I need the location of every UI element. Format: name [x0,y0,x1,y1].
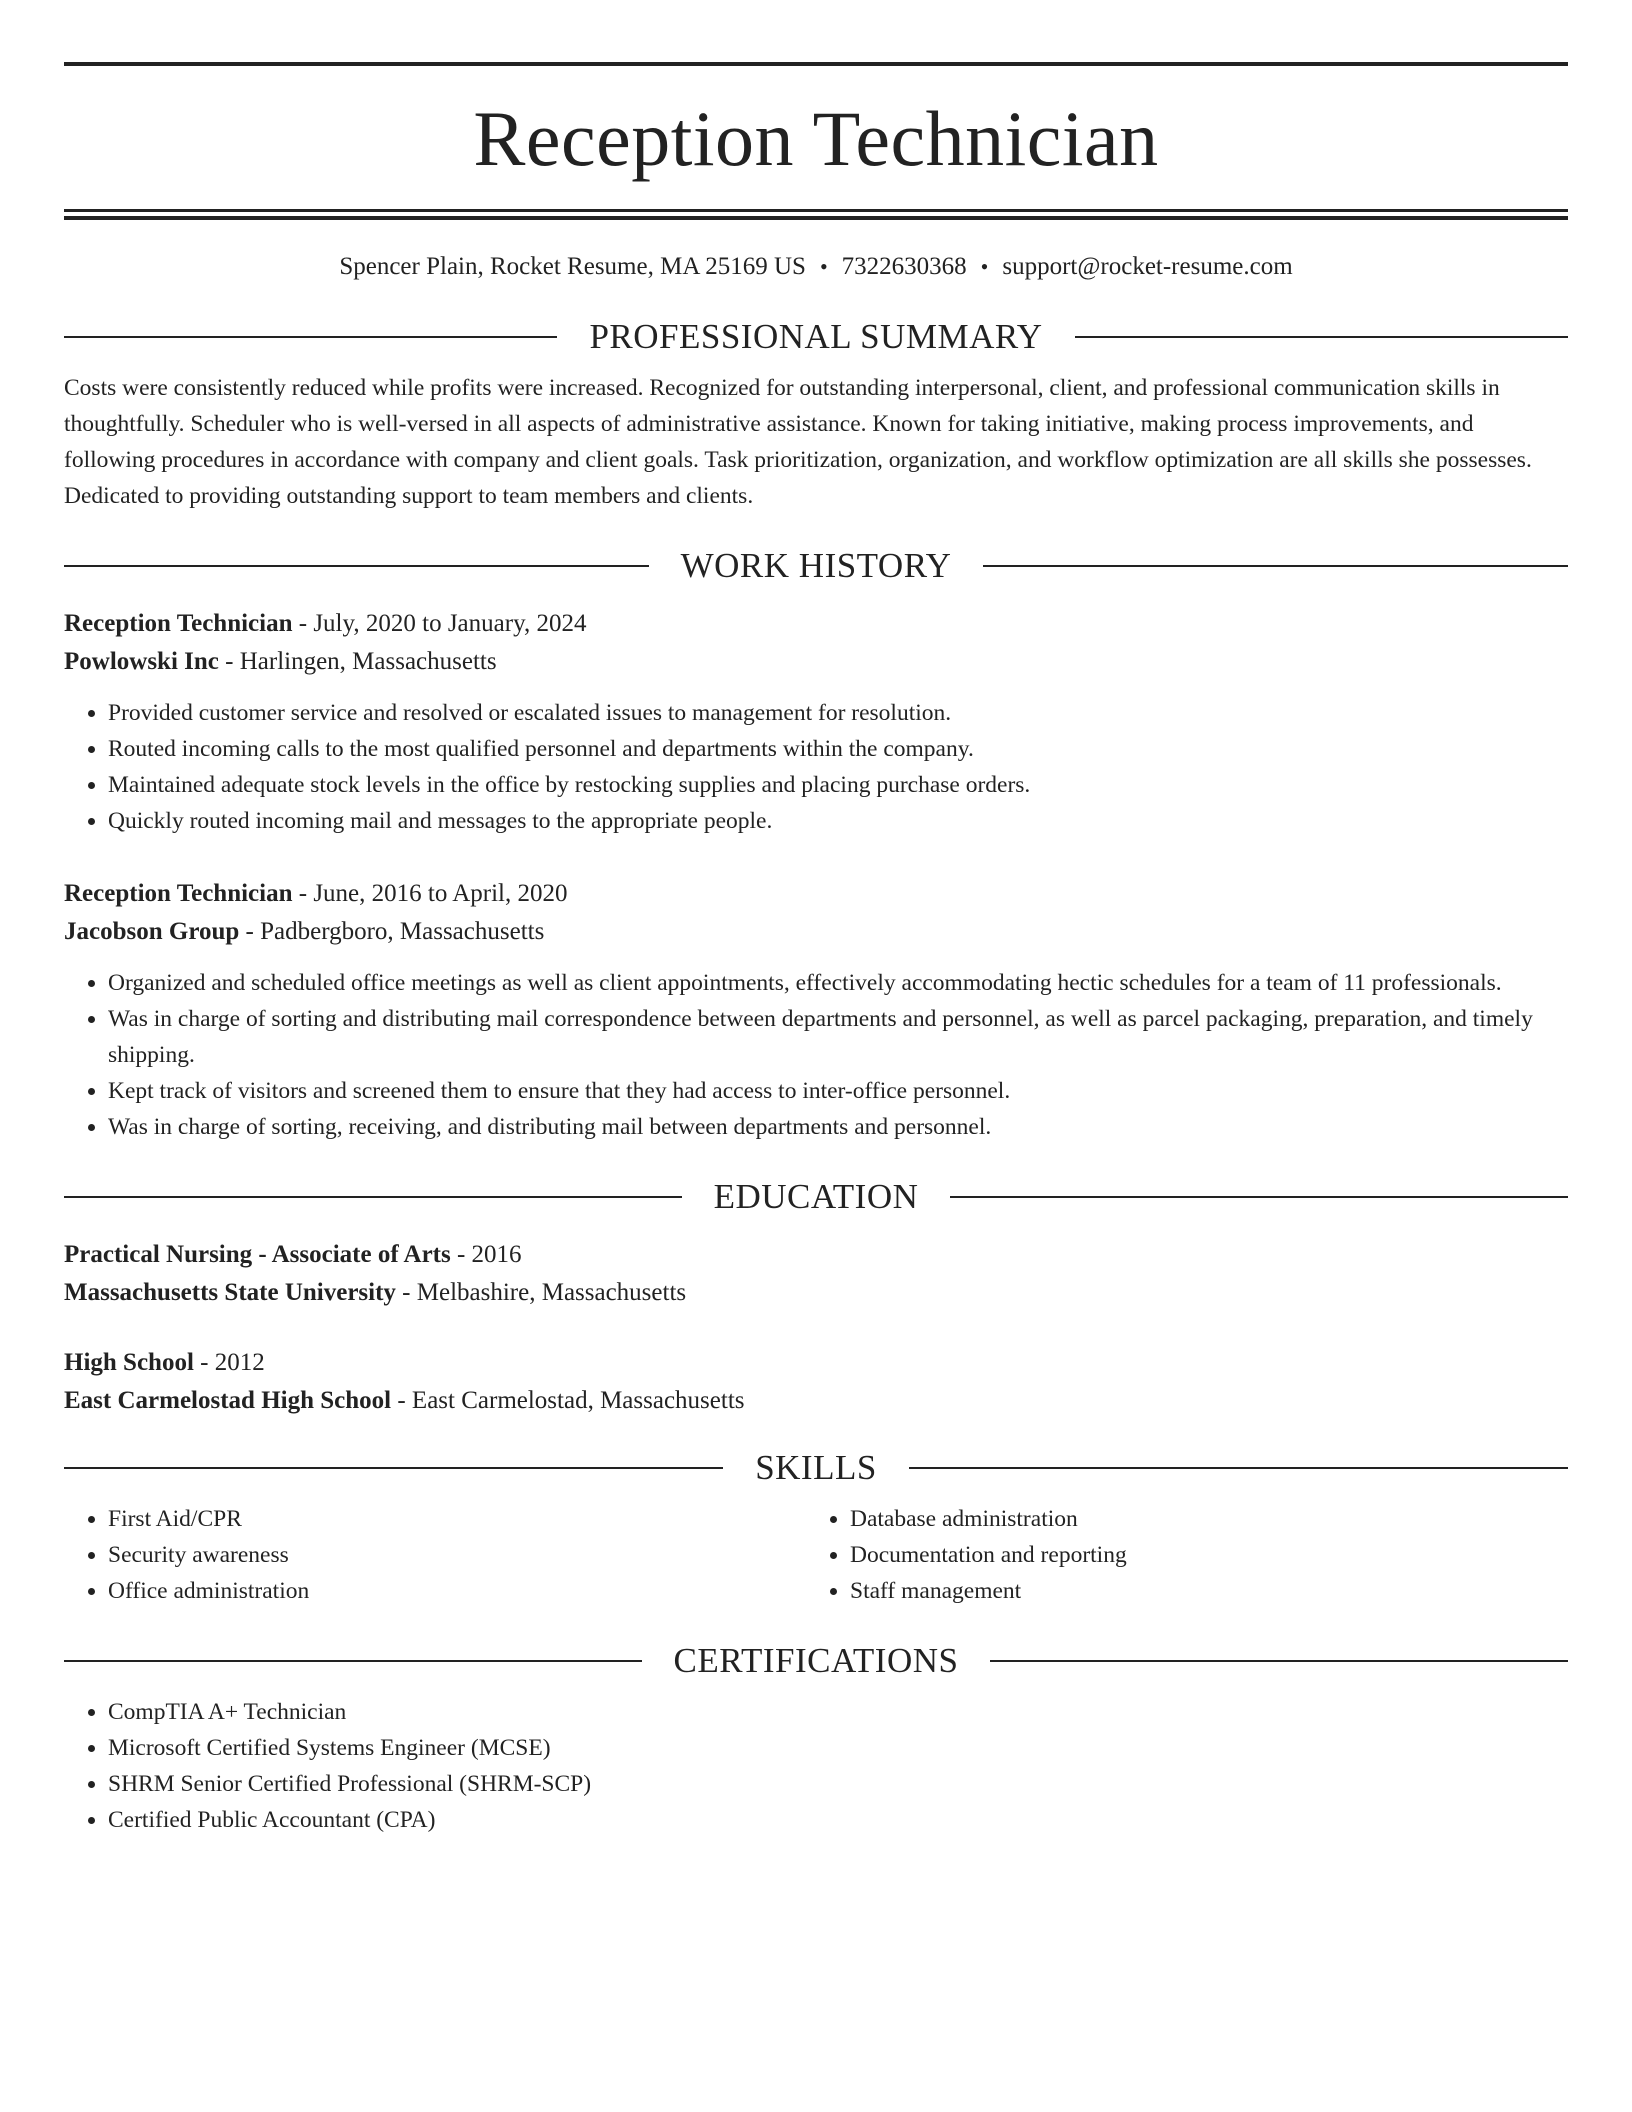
certifications-list [64,1694,1568,1838]
heading-rule [64,565,649,567]
education-location: - East Carmelostad, Massachusetts [391,1387,745,1414]
job-entry [64,605,1568,839]
summary-text: Costs were consistently reduced while profits were increased. Recognized for outstanding interpersonal, client, and professional communication skills in thoughtfully. Scheduler who is well-versed in all aspects of administrative assistance. Known for taking initiative, making process improvements, and following procedures in accordance with company and client goals. Task prioritization, organization, and workflow optimization are all skills she possesses. Dedicated to providing outstanding support to team members and clients. [64,375,1532,509]
section-title: EDUCATION [713,1177,919,1216]
job-bullet: • Was in charge of sorting, receiving, and distributing mail between departments and personnel. [108,1109,1568,1145]
education-degree-line [64,1236,1568,1274]
summary-section-heading [64,319,1568,354]
section-title: SKILLS [755,1448,877,1487]
contact-line [64,254,1568,279]
job-dates: - June, 2016 to April, 2020 [292,880,568,907]
section-title: PROFESSIONAL SUMMARY [589,317,1043,356]
job-dates: - July, 2020 to January, 2024 [292,610,587,637]
job-company: Powlowski Inc [64,648,219,675]
education-section-heading [64,1179,1568,1214]
job-bullet: • Organized and scheduled office meetings as well as client appointments, effectively accommodating hectic schedules for a team of 11 professionals. [108,965,1568,1001]
job-location: - Harlingen, Massachusetts [218,648,497,675]
education-entry [64,1344,1568,1420]
job-location: - Padbergboro, Massachusetts [239,918,545,945]
heading-rule [950,1196,1568,1198]
job-entry [64,875,1568,1145]
job-bullet: • Routed incoming calls to the most qualified personnel and departments within the company. [108,731,1568,767]
section-title: WORK HISTORY [680,546,952,585]
job-title: Reception Technician [64,610,293,637]
section-title: CERTIFICATIONS [673,1641,959,1680]
job-bullet: • Was in charge of sorting and distributing mail correspondence between departments and personnel, as well as parcel packaging, preparation, and timely shipping. [108,1001,1568,1073]
job-title-line [64,605,1568,643]
contact-address: Spencer Plain, Rocket Resume, MA 25169 US [339,253,806,280]
job-bullet: • Provided customer service and resolved or escalated issues to management for resolution. [108,695,1568,731]
work-section-heading [64,548,1568,583]
heading-rule [64,1196,682,1198]
job-bullets [64,695,1568,839]
heading-rule [64,336,557,338]
education-school-line [64,1274,1568,1312]
certifications-section-heading [64,1643,1568,1678]
resume-page [64,62,1568,1838]
education-year: - 2012 [193,1349,265,1376]
certification-item: • CompTIA A+ Technician [108,1694,1568,1730]
skills-column-left [64,1501,806,1609]
education-year: - 2016 [450,1241,522,1268]
job-bullet: • Quickly routed incoming mail and messages to the appropriate people. [108,803,1568,839]
skill-item: • Office administration [108,1573,806,1609]
skill-item: • Database administration [850,1501,1548,1537]
certification-item: • SHRM Senior Certified Professional (SHRM-SCP) [108,1766,1568,1802]
job-bullets [64,965,1568,1145]
certification-item: • Certified Public Accountant (CPA) [108,1802,1568,1838]
heading-rule [990,1660,1568,1662]
education-degree: Practical Nursing - Associate of Arts [64,1241,451,1268]
job-company-line [64,913,1568,951]
certification-item: • Microsoft Certified Systems Engineer (MCSE) [108,1730,1568,1766]
top-rule [64,62,1568,66]
education-school: Massachusetts State University [64,1279,396,1306]
job-company-line [64,643,1568,681]
skill-item: • Security awareness [108,1537,806,1573]
skill-item: • Documentation and reporting [850,1537,1548,1573]
heading-rule [64,1467,723,1469]
heading-rule [1075,336,1568,338]
job-title: Reception Technician [64,880,293,907]
skills-grid [64,1501,1568,1609]
job-title-line [64,875,1568,913]
title-double-rule [64,209,1568,220]
job-bullet: • Kept track of visitors and screened them to ensure that they had access to inter-office personnel. [108,1073,1568,1109]
contact-separator: • [819,254,828,279]
education-entry [64,1236,1568,1312]
education-school-line [64,1382,1568,1420]
skills-column-right [806,1501,1548,1609]
education-degree-line [64,1344,1568,1382]
resume-title: Reception Technician [473,95,1159,182]
skill-item: • First Aid/CPR [108,1501,806,1537]
education-location: - Melbashire, Massachusetts [395,1279,687,1306]
contact-phone: 7322630368 [841,253,967,280]
education-degree: High School [64,1349,194,1376]
job-bullet: • Maintained adequate stock levels in the office by restocking supplies and placing purchase orders. [108,767,1568,803]
heading-rule [64,1660,642,1662]
job-company: Jacobson Group [64,918,240,945]
heading-rule [909,1467,1568,1469]
contact-separator: • [980,254,989,279]
contact-email: support@rocket-resume.com [1002,253,1293,280]
skill-item: • Staff management [850,1573,1548,1609]
education-school: East Carmelostad High School [64,1387,392,1414]
skills-section-heading [64,1450,1568,1485]
heading-rule [983,565,1568,567]
